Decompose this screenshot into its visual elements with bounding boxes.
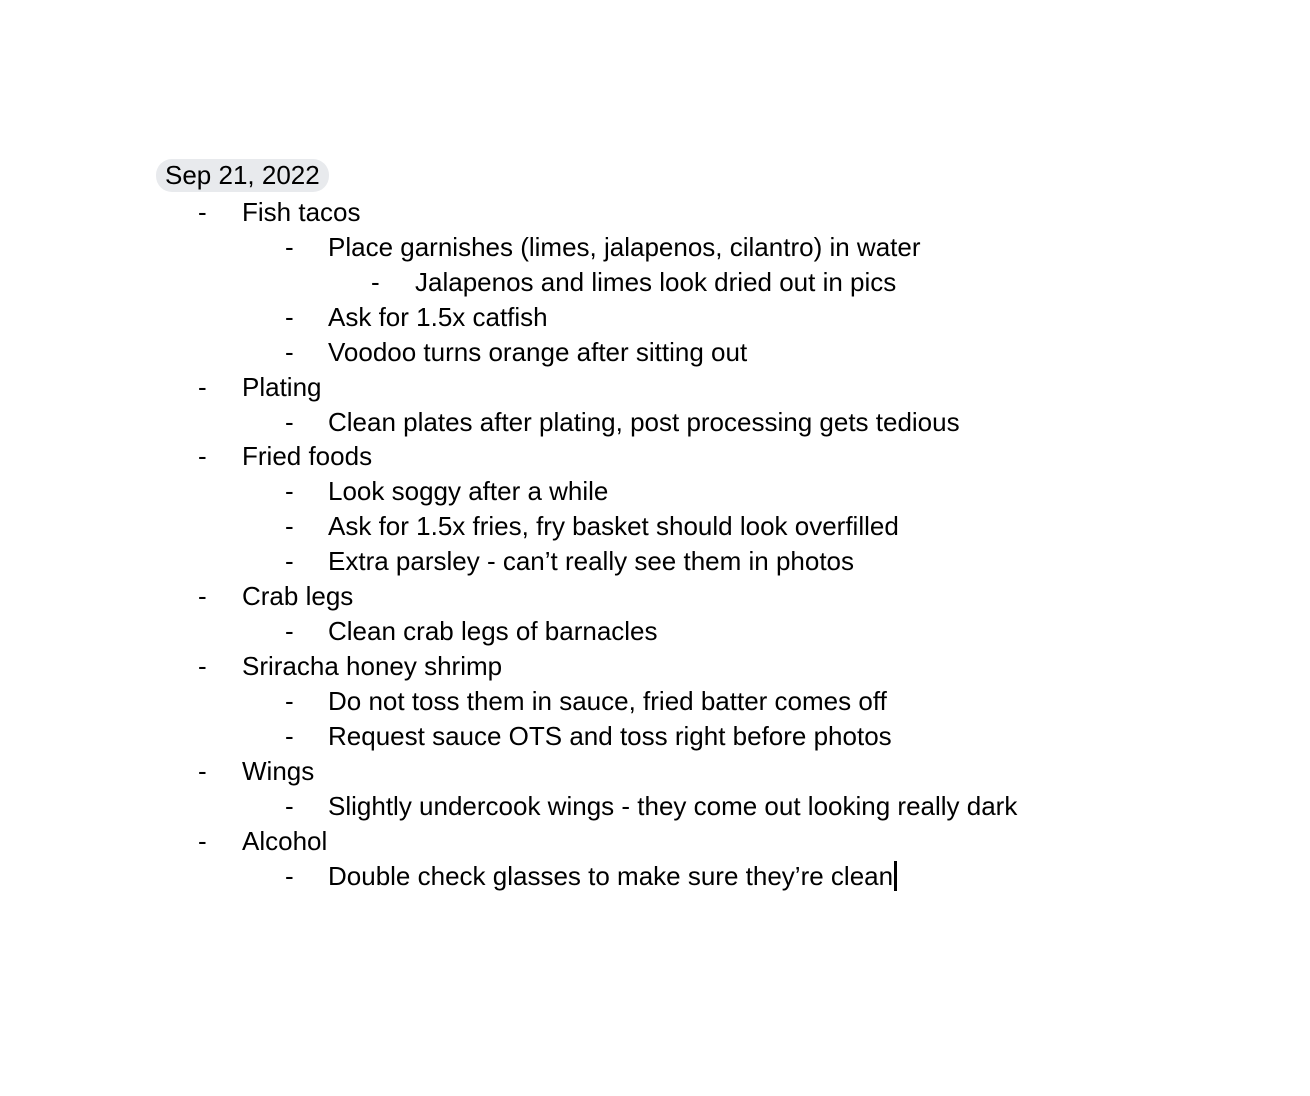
list-item[interactable] <box>0 405 1310 440</box>
list-item-text: Place garnishes (limes, jalapenos, cilantro) in water <box>328 231 921 262</box>
list-item[interactable] <box>0 544 1310 579</box>
list-item-text: Clean plates after plating, post processing gets tedious <box>328 406 960 437</box>
list-item[interactable] <box>0 439 1310 474</box>
list-item[interactable] <box>0 230 1310 265</box>
bullet-dash: - <box>198 755 207 786</box>
date-chip[interactable]: Sep 21, 2022 <box>156 159 329 192</box>
list-item[interactable] <box>0 614 1310 649</box>
list-item[interactable] <box>0 684 1310 719</box>
bullet-dash: - <box>285 336 294 367</box>
list-item[interactable] <box>0 370 1310 405</box>
bullet-dash: - <box>198 371 207 402</box>
text-cursor <box>894 861 897 891</box>
list-item[interactable] <box>0 195 1310 230</box>
bullet-dash: - <box>285 406 294 437</box>
list-item-text: Ask for 1.5x catfish <box>328 301 548 332</box>
bullet-dash: - <box>285 301 294 332</box>
list-item-text: Clean crab legs of barnacles <box>328 616 658 647</box>
bullet-dash: - <box>198 441 207 472</box>
list-item-text: Fried foods <box>242 441 373 472</box>
bullet-dash: - <box>285 546 294 577</box>
list-item-text: Slightly undercook wings - they come out looking really dark <box>328 790 1018 821</box>
bullet-dash: - <box>285 476 294 507</box>
list-item-text: Extra parsley - can’t really see them in photos <box>328 546 855 577</box>
list-item[interactable] <box>0 579 1310 614</box>
bullet-dash: - <box>285 720 294 751</box>
list-item-text: Crab legs <box>242 581 354 612</box>
bullet-dash: - <box>198 197 207 227</box>
list-item[interactable] <box>0 719 1310 754</box>
list-item-text: Jalapenos and limes look dried out in pics <box>415 266 897 297</box>
list-item[interactable] <box>0 789 1310 824</box>
list-item[interactable] <box>0 649 1310 684</box>
list-item-text: Double check glasses to make sure they’re clean <box>328 859 897 893</box>
list-item[interactable] <box>0 474 1310 509</box>
bullet-dash: - <box>198 825 207 856</box>
bullet-dash: - <box>285 685 294 716</box>
list-item[interactable] <box>0 300 1310 335</box>
list-item[interactable] <box>0 335 1310 370</box>
bullet-dash: - <box>198 650 207 681</box>
list-item-text: Request sauce OTS and toss right before photos <box>328 720 892 751</box>
bullet-dash: - <box>285 790 294 821</box>
list-item-text: Fish tacos <box>242 197 361 227</box>
list-item[interactable] <box>0 824 1310 859</box>
list-item[interactable] <box>0 859 1310 894</box>
notes-list <box>0 195 1310 893</box>
list-item-text: Plating <box>242 371 322 402</box>
list-item[interactable] <box>0 754 1310 789</box>
list-item[interactable] <box>0 265 1310 300</box>
list-item-text: Wings <box>242 755 315 786</box>
list-item-text: Sriracha honey shrimp <box>242 650 503 681</box>
bullet-dash: - <box>285 511 294 542</box>
bullet-dash: - <box>285 616 294 647</box>
list-item-text: Do not toss them in sauce, fried batter comes off <box>328 685 887 716</box>
bullet-dash: - <box>198 581 207 612</box>
bullet-dash: - <box>285 860 294 891</box>
list-item-text: Alcohol <box>242 825 328 856</box>
bullet-dash: - <box>371 266 380 297</box>
list-item-text: Look soggy after a while <box>328 476 609 507</box>
list-item-text: Voodoo turns orange after sitting out <box>328 336 748 367</box>
list-item[interactable] <box>0 509 1310 544</box>
bullet-dash: - <box>285 231 294 262</box>
list-item-text: Ask for 1.5x fries, fry basket should look overfilled <box>328 511 899 542</box>
